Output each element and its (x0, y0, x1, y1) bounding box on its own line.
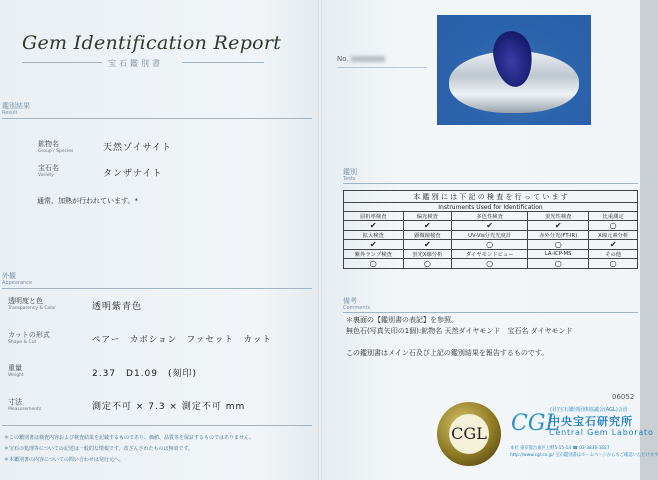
transparency-value: 透明紫青色 (92, 302, 143, 312)
instruments-title: 本 鑑 別 に は 下 記 の 検 査 を 行 っ て い ま す (344, 191, 638, 203)
instrument-name: UV-Vis分光光度計 (452, 231, 528, 240)
page-fold (318, 0, 322, 480)
weight-value: 2.37 D1.09 (刻印) (92, 369, 198, 379)
cut-label-en: Shape & Cut (8, 340, 37, 345)
instrument-mark: ✔ (403, 221, 452, 231)
instrument-name: 赤外分光(FT-IR) (528, 231, 589, 240)
cgl-gold-seal (437, 402, 501, 466)
variety-label-en: Variety (38, 173, 54, 178)
instrument-name: 比重測定 (589, 212, 638, 221)
instrument-mark: ○ (528, 259, 589, 269)
instrument-name: その他 (589, 250, 638, 259)
ring-photo (437, 15, 591, 125)
footer-rule (2, 425, 312, 426)
measurements-value: 測定不可 × 7.3 × 測定不可 mm (92, 402, 246, 412)
report-number (337, 55, 385, 63)
section-appearance-label-en: Appearance (2, 280, 33, 286)
variety-value: タンザナイト (103, 169, 163, 179)
report-subtitle: 宝石鑑別書 (108, 59, 163, 68)
footer-note-3: ＊本鑑別書の内容についての問い合わせは発行元へ。 (4, 457, 124, 463)
cut-label: カットの形式 (8, 331, 50, 339)
instrument-name: 顕微鏡検査 (403, 231, 452, 240)
instrument-mark: ✔ (344, 240, 404, 250)
weight-label: 重量 (8, 364, 22, 372)
org-website: http://www.cgl.co.jp/ 宝石鑑別書はホームページからもご確認いただけます (510, 453, 658, 458)
report-number-prefix: No. (337, 55, 351, 63)
variety-label: 宝石名 (38, 164, 59, 172)
report-number-blurred (351, 56, 385, 62)
remark-line-2: 無色石(写真矢印の1個):鉱物名 天然ダイヤモンド 宝石名 ダイヤモンド (346, 327, 573, 335)
transparency-label-en: Transparency & Color (8, 306, 57, 311)
mineral-label-en: Group / Species (38, 149, 74, 154)
instrument-mark: ✔ (403, 240, 452, 250)
instrument-mark: ✔ (528, 221, 589, 231)
mineral-value: 天然ゾイサイト (103, 143, 172, 153)
measurements-label: 寸法 (8, 398, 22, 406)
instrument-name: ダイヤモンドビュー (452, 250, 528, 259)
section-result-rule (2, 118, 312, 119)
section-method-label-en: Tests (343, 176, 356, 182)
subtitle-rule-right (182, 62, 264, 63)
section-remarks-label-en: Comments (343, 305, 371, 311)
instrument-mark: ○ (589, 221, 638, 231)
instrument-mark: ○ (589, 259, 638, 269)
instrument-mark: ○ (452, 240, 528, 250)
footer-note-2: ＊宝石の処理等についての記述は一般的な情報です。改ざんされたものは無効です。 (4, 446, 194, 452)
org-membership: (社)宝石鑑別団体協議会(AGL)会員 (550, 407, 628, 413)
treatment-note: 通常、加熱が行われています。* (37, 197, 138, 205)
remark-line-4: この鑑別書はメイン石及び上記の鑑別結果を報告するものです。 (346, 349, 549, 357)
instrument-name: 蛍光性検査 (528, 212, 589, 221)
instrument-name: 紫外ランプ検査 (344, 250, 404, 259)
instrument-name: X線元素分析 (589, 231, 638, 240)
footer-note-1: ＊この鑑別書は検査内容および検査結果を記載するものであり、価値、品質等を保証するものではありません。 (4, 435, 255, 441)
seal-center: CGL (449, 414, 489, 454)
instrument-mark: ○ (403, 259, 452, 269)
report-title: Gem Identification Report (22, 32, 282, 54)
section-result-label: 鑑別結果 (2, 102, 30, 110)
instrument-name: LA-ICP-MS (528, 250, 589, 259)
serial-number: 06052 (612, 393, 635, 401)
instrument-mark: ✔ (589, 240, 638, 250)
cut-value: ペアー カボション ファセット カット (92, 335, 272, 345)
section-appearance-rule (2, 288, 312, 289)
section-appearance-label: 外観 (2, 272, 16, 280)
instrument-mark: ✔ (452, 221, 528, 231)
instrument-mark: ○ (452, 259, 528, 269)
instrument-mark: ○ (344, 259, 404, 269)
section-method-rule (343, 183, 638, 184)
mineral-label: 鉱物名 (38, 140, 59, 148)
instrument-mark: ✔ (344, 221, 404, 231)
section-remarks-label: 備考 (343, 297, 357, 305)
instruments-title-en: Instruments Used for Identification (344, 203, 638, 212)
transparency-label: 透明度と色 (8, 297, 43, 305)
org-address: 本社 東京都台東区上野5-15-14 ☎ 03-3836-1627 (510, 446, 610, 451)
instrument-name: 偏光検査 (403, 212, 452, 221)
section-remarks-rule (343, 312, 638, 313)
instruments-table (343, 190, 638, 269)
instrument-name: 多色性検査 (452, 212, 528, 221)
organization-name-jp: 中央宝石研究所 (549, 415, 633, 428)
cgl-logo: CGL (511, 411, 561, 436)
measurements-label-en: Measurements (8, 407, 42, 412)
instrument-name: 蛍光X線分析 (403, 250, 452, 259)
instrument-name: 屈折率検査 (344, 212, 404, 221)
report-number-rule (337, 67, 427, 68)
weight-label-en: Weight (8, 373, 24, 378)
subtitle-rule-left (22, 62, 102, 63)
instrument-name: 拡大検査 (344, 231, 404, 240)
instrument-mark: ○ (528, 240, 589, 250)
section-method-label: 鑑別 (343, 168, 357, 176)
remark-line-1: ＊裏面の【鑑別書の表記】を参照。 (346, 316, 458, 324)
organization-name-en: Central Gem Laborato (549, 428, 654, 437)
section-result-label-en: Result (2, 110, 18, 116)
